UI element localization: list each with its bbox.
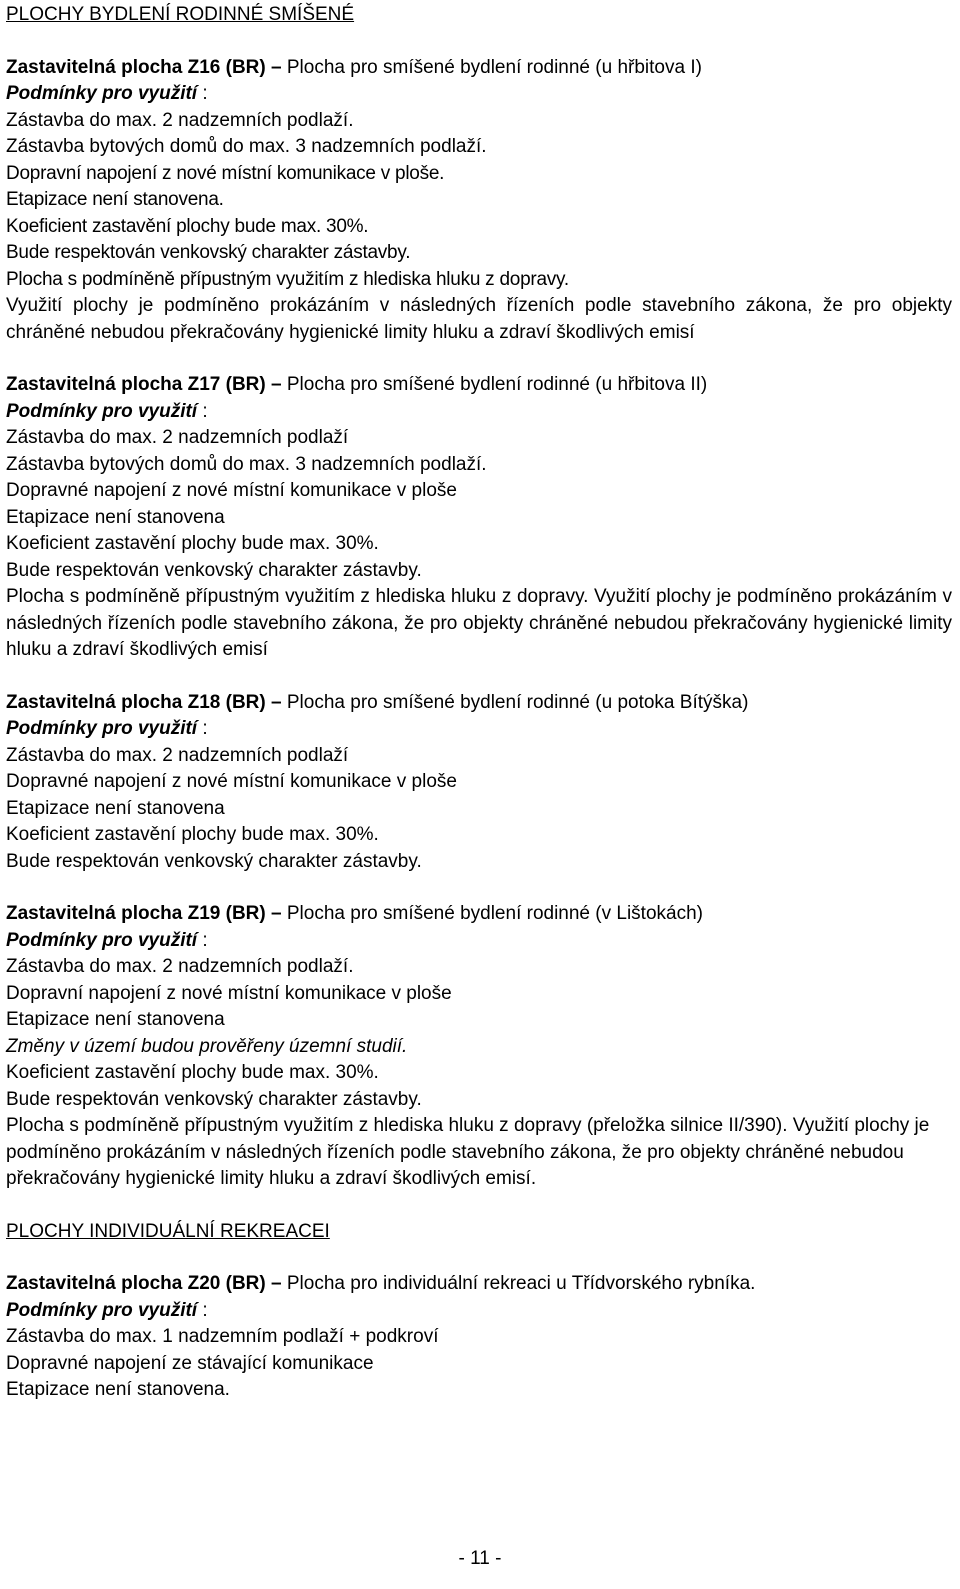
condition-line-italic: Změny v území budou prověřeny územní studií. (6, 1035, 408, 1057)
title-dash: – (271, 691, 282, 713)
zone-description: Plocha pro smíšené bydlení rodinné (v Lištokách) (286, 903, 703, 924)
condition-line: Plocha s podmíněně přípustným využitím z hlediska hluku z dopravy. (6, 268, 569, 290)
condition-line: Bude respektován venkovský charakter zástavby. (6, 242, 411, 263)
document-page (6, 2, 952, 1430)
condition-line: Dopravné napojení ze stávající komunikace (6, 1352, 374, 1374)
conditions-label: Podmínky pro využití (6, 1299, 198, 1321)
condition-line: Bude respektován venkovský charakter zástavby. (6, 1088, 422, 1110)
zone-z18 (6, 690, 952, 876)
condition-line: Zástavba do max. 2 nadzemních podlaží. (6, 109, 354, 131)
conditions-heading (6, 399, 952, 426)
zone-title-line (6, 372, 952, 399)
condition-line: Etapizace není stanovena (6, 506, 225, 528)
section-heading-residential: PLOCHY BYDLENÍ RODINNÉ SMÍŠENÉ (6, 4, 355, 25)
zone-title: Zastavitelná plocha Z17 (BR) (6, 374, 266, 395)
title-dash: – (271, 1273, 282, 1294)
condition-line: Zástavba bytových domů do max. 3 nadzemních podlaží. (6, 136, 487, 157)
zone-description: Plocha pro smíšené bydlení rodinné (u hřbitova II) (286, 374, 708, 395)
conditions-label: Podmínky pro využití (6, 83, 198, 104)
section-heading-recreation: PLOCHY INDIVIDUÁLNÍ REKREACEI (6, 1220, 330, 1242)
condition-line: Dopravní napojení z nové místní komunikace v ploše (6, 982, 452, 1004)
zone-title-line (6, 901, 952, 928)
conditions-heading (6, 1298, 952, 1325)
zone-z19 (6, 901, 952, 1193)
conditions-colon: : (197, 1299, 208, 1321)
title-dash: – (271, 374, 282, 395)
conditions-colon: : (197, 718, 208, 739)
zone-z16 (6, 55, 952, 347)
zone-description: Plocha pro individuální rekreaci u Třídvorského rybníka. (286, 1273, 756, 1294)
conditions-colon: : (197, 400, 208, 422)
zone-description: Plocha pro smíšené bydlení rodinné (u hřbitova I) (286, 56, 702, 78)
zone-z17 (6, 372, 952, 664)
conditions-label: Podmínky pro využití (6, 400, 198, 422)
zone-title: Zastavitelná plocha Z18 (BR) (6, 691, 266, 713)
conditions-heading (6, 928, 952, 955)
conditions-heading (6, 716, 952, 743)
condition-line: Koeficient zastavění plochy bude max. 30%. (6, 1062, 379, 1083)
condition-line: Zástavba do max. 1 nadzemním podlaží + podkroví (6, 1326, 439, 1347)
condition-line: Etapizace není stanovena (6, 1009, 225, 1030)
condition-line: Bude respektován venkovský charakter zástavby. (6, 850, 422, 872)
conditions-heading (6, 81, 952, 108)
title-dash: – (271, 56, 282, 78)
zone-z20 (6, 1271, 952, 1404)
zone-title-line (6, 55, 952, 82)
condition-line: Zástavba do max. 2 nadzemních podlaží. (6, 956, 354, 977)
zone-title: Zastavitelná plocha Z19 (BR) (6, 903, 266, 924)
condition-line: Koeficient zastavění plochy bude max. 30%. (6, 215, 369, 237)
page-number: - 11 - (458, 1548, 502, 1569)
zone-title: Zastavitelná plocha Z16 (BR) (6, 56, 266, 78)
condition-line: Dopravní napojení z nové místní komunikace v ploše. (6, 162, 445, 184)
condition-line: Koeficient zastavění plochy bude max. 30%. (6, 533, 379, 554)
condition-paragraph: Plocha s podmíněně přípustným využitím z hlediska hluku z dopravy (přeložka silnice II/390). Využití plochy je podmíněno prokázáním v následných řízeních podle stavebního zákona, že pro objekty chráněné nebudou překračovány hygienické limity hluku a zdraví škodlivých emisí. (6, 1115, 930, 1189)
condition-line: Dopravné napojení z nové místní komunikace v ploše (6, 771, 457, 792)
condition-line: Bude respektován venkovský charakter zástavby. (6, 559, 422, 581)
condition-line: Etapizace není stanovena. (6, 1379, 230, 1400)
zone-title: Zastavitelná plocha Z20 (BR) (6, 1273, 266, 1294)
conditions-colon: : (197, 83, 208, 104)
condition-paragraph: Plocha s podmíněně přípustným využitím z hlediska hluku z dopravy. Využití plochy je podmíněno prokázáním v následných řízeních podle stavebního zákona, že pro objekty chráněné nebudou překračovány hygienické limity hluku a zdraví škodlivých emisí (6, 586, 952, 660)
zone-description: Plocha pro smíšené bydlení rodinné (u potoka Bítýška) (286, 691, 749, 713)
condition-line: Koeficient zastavění plochy bude max. 30%. (6, 824, 379, 845)
condition-line: Zástavba do max. 2 nadzemních podlaží (6, 744, 349, 766)
condition-paragraph: Využití plochy je podmíněno prokázáním v následných řízeních podle stavebního zákona, že pro objekty chráněné nebudou překračovány hygienické limity hluku a zdraví škodlivých emisí (6, 295, 952, 343)
zone-title-line (6, 1271, 952, 1298)
condition-line: Etapizace není stanovena (6, 797, 225, 819)
zone-title-line (6, 690, 952, 717)
condition-line: Etapizace není stanovena. (6, 189, 224, 210)
title-dash: – (271, 903, 282, 924)
condition-line: Zástavba bytových domů do max. 3 nadzemních podlaží. (6, 453, 487, 475)
conditions-label: Podmínky pro využití (6, 929, 198, 951)
condition-line: Dopravné napojení z nové místní komunikace v ploše (6, 480, 457, 501)
conditions-colon: : (197, 929, 208, 951)
condition-line: Zástavba do max. 2 nadzemních podlaží (6, 427, 349, 448)
conditions-label: Podmínky pro využití (6, 718, 198, 739)
